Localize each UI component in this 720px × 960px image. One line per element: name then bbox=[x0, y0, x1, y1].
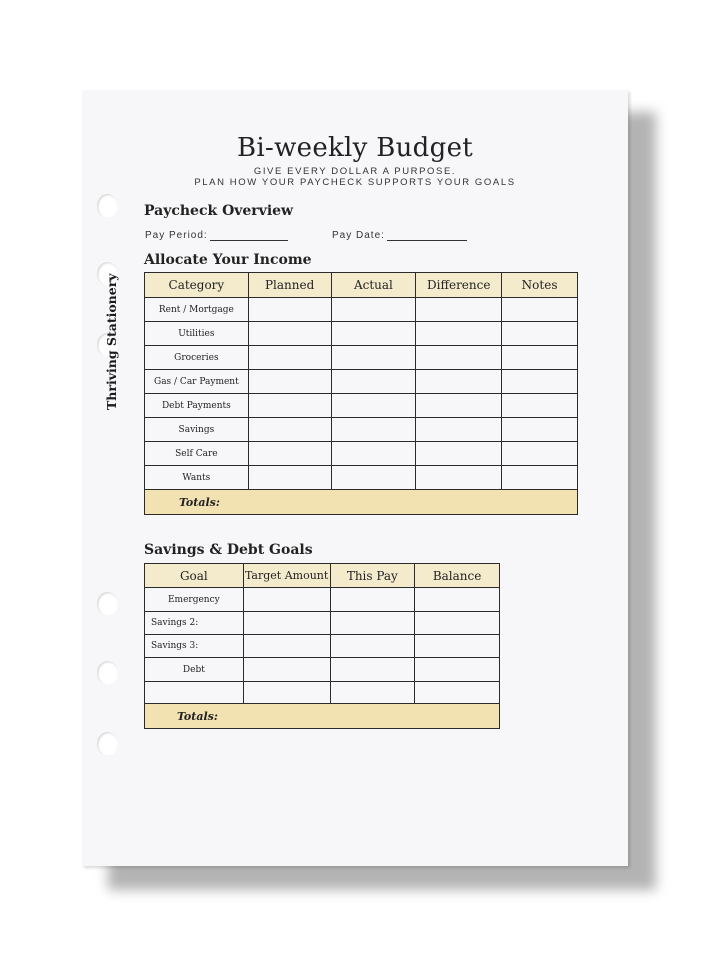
income-table bbox=[144, 272, 578, 515]
table-row bbox=[145, 394, 578, 418]
cell[interactable] bbox=[248, 370, 331, 394]
cell[interactable] bbox=[248, 418, 331, 442]
punch-hole bbox=[97, 592, 118, 616]
goals-totals-row bbox=[145, 704, 500, 729]
cell[interactable] bbox=[502, 370, 578, 394]
goals-table bbox=[144, 563, 500, 729]
cell[interactable] bbox=[331, 394, 416, 418]
cell[interactable] bbox=[502, 298, 578, 322]
row-label: Rent / Mortgage bbox=[145, 298, 249, 322]
brand-vertical: Thriving Stationery bbox=[104, 273, 119, 410]
table-row bbox=[145, 418, 578, 442]
row-label: Debt bbox=[145, 658, 244, 682]
cell[interactable] bbox=[248, 394, 331, 418]
row-label: Emergency bbox=[145, 588, 244, 612]
cell[interactable] bbox=[331, 346, 416, 370]
pay-period-line[interactable] bbox=[210, 231, 288, 241]
cell[interactable] bbox=[248, 466, 331, 490]
cell[interactable] bbox=[243, 682, 330, 704]
pay-date-label: Pay Date: bbox=[332, 230, 385, 241]
cell[interactable] bbox=[415, 635, 500, 658]
table-row bbox=[145, 682, 500, 704]
income-header-category: Category bbox=[145, 273, 249, 298]
cell[interactable] bbox=[248, 322, 331, 346]
table-row bbox=[145, 346, 578, 370]
table-row bbox=[145, 298, 578, 322]
cell[interactable] bbox=[248, 442, 331, 466]
cell[interactable] bbox=[502, 394, 578, 418]
cell[interactable] bbox=[415, 588, 500, 612]
cell[interactable] bbox=[330, 588, 415, 612]
cell[interactable] bbox=[502, 322, 578, 346]
cell[interactable] bbox=[415, 612, 500, 635]
cell[interactable] bbox=[502, 466, 578, 490]
allocate-income-title: Allocate Your Income bbox=[144, 252, 312, 268]
income-header-actual: Actual bbox=[331, 273, 416, 298]
cell[interactable] bbox=[331, 322, 416, 346]
goals-header-this-pay: This Pay bbox=[330, 564, 415, 588]
table-row bbox=[145, 466, 578, 490]
row-label: Wants bbox=[145, 466, 249, 490]
cell[interactable] bbox=[330, 658, 415, 682]
row-label: Savings bbox=[145, 418, 249, 442]
table-row bbox=[145, 442, 578, 466]
cell[interactable] bbox=[416, 346, 502, 370]
cell[interactable] bbox=[416, 418, 502, 442]
cell[interactable] bbox=[416, 298, 502, 322]
row-label: Utilities bbox=[145, 322, 249, 346]
cell[interactable] bbox=[330, 635, 415, 658]
income-totals-label: Totals: bbox=[145, 490, 578, 515]
savings-debt-goals-title: Savings & Debt Goals bbox=[144, 542, 313, 558]
income-header-planned: Planned bbox=[248, 273, 331, 298]
cell[interactable] bbox=[502, 346, 578, 370]
table-row bbox=[145, 588, 500, 612]
row-label bbox=[145, 682, 244, 704]
tagline-line-1: GIVE EVERY DOLLAR A PURPOSE. bbox=[253, 166, 457, 177]
cell[interactable] bbox=[331, 370, 416, 394]
cell[interactable] bbox=[243, 658, 330, 682]
punch-hole bbox=[97, 194, 118, 218]
cell[interactable] bbox=[330, 612, 415, 635]
table-row bbox=[145, 370, 578, 394]
income-header-notes: Notes bbox=[502, 273, 578, 298]
row-label: Groceries bbox=[145, 346, 249, 370]
punch-hole bbox=[97, 732, 118, 756]
goals-header-balance: Balance bbox=[415, 564, 500, 588]
row-label: Savings 3: bbox=[145, 635, 244, 658]
punch-hole bbox=[97, 661, 118, 685]
income-header-row bbox=[145, 273, 578, 298]
cell[interactable] bbox=[248, 346, 331, 370]
goals-header-target-amount: Target Amount bbox=[243, 564, 330, 588]
cell[interactable] bbox=[416, 394, 502, 418]
table-row bbox=[145, 635, 500, 658]
cell[interactable] bbox=[243, 612, 330, 635]
goals-header-row bbox=[145, 564, 500, 588]
tagline-line-2: PLAN HOW YOUR PAYCHECK SUPPORTS YOUR GOALS bbox=[194, 177, 516, 188]
pay-date-line[interactable] bbox=[387, 231, 467, 241]
table-row bbox=[145, 612, 500, 635]
cell[interactable] bbox=[416, 370, 502, 394]
table-row bbox=[145, 322, 578, 346]
income-totals-row bbox=[145, 490, 578, 515]
cell[interactable] bbox=[502, 442, 578, 466]
cell[interactable] bbox=[331, 442, 416, 466]
row-label: Self Care bbox=[145, 442, 249, 466]
income-header-difference: Difference bbox=[416, 273, 502, 298]
goals-totals-label: Totals: bbox=[145, 704, 500, 729]
cell[interactable] bbox=[416, 442, 502, 466]
cell[interactable] bbox=[502, 418, 578, 442]
planner-sheet bbox=[82, 90, 628, 866]
cell[interactable] bbox=[243, 588, 330, 612]
cell[interactable] bbox=[331, 466, 416, 490]
row-label: Gas / Car Payment bbox=[145, 370, 249, 394]
pay-date-field[interactable] bbox=[332, 230, 467, 241]
cell[interactable] bbox=[248, 298, 331, 322]
table-row bbox=[145, 658, 500, 682]
cell[interactable] bbox=[415, 658, 500, 682]
cell[interactable] bbox=[415, 682, 500, 704]
cell[interactable] bbox=[416, 322, 502, 346]
pay-period-label: Pay Period: bbox=[145, 230, 208, 241]
cell[interactable] bbox=[416, 466, 502, 490]
cell[interactable] bbox=[330, 682, 415, 704]
page-title: Bi-weekly Budget bbox=[236, 133, 474, 163]
paycheck-overview-title: Paycheck Overview bbox=[144, 203, 294, 219]
goals-header-goal: Goal bbox=[145, 564, 244, 588]
row-label: Debt Payments bbox=[145, 394, 249, 418]
pay-period-field[interactable] bbox=[145, 230, 288, 241]
row-label: Savings 2: bbox=[145, 612, 244, 635]
cell[interactable] bbox=[331, 418, 416, 442]
cell[interactable] bbox=[243, 635, 330, 658]
cell[interactable] bbox=[331, 298, 416, 322]
